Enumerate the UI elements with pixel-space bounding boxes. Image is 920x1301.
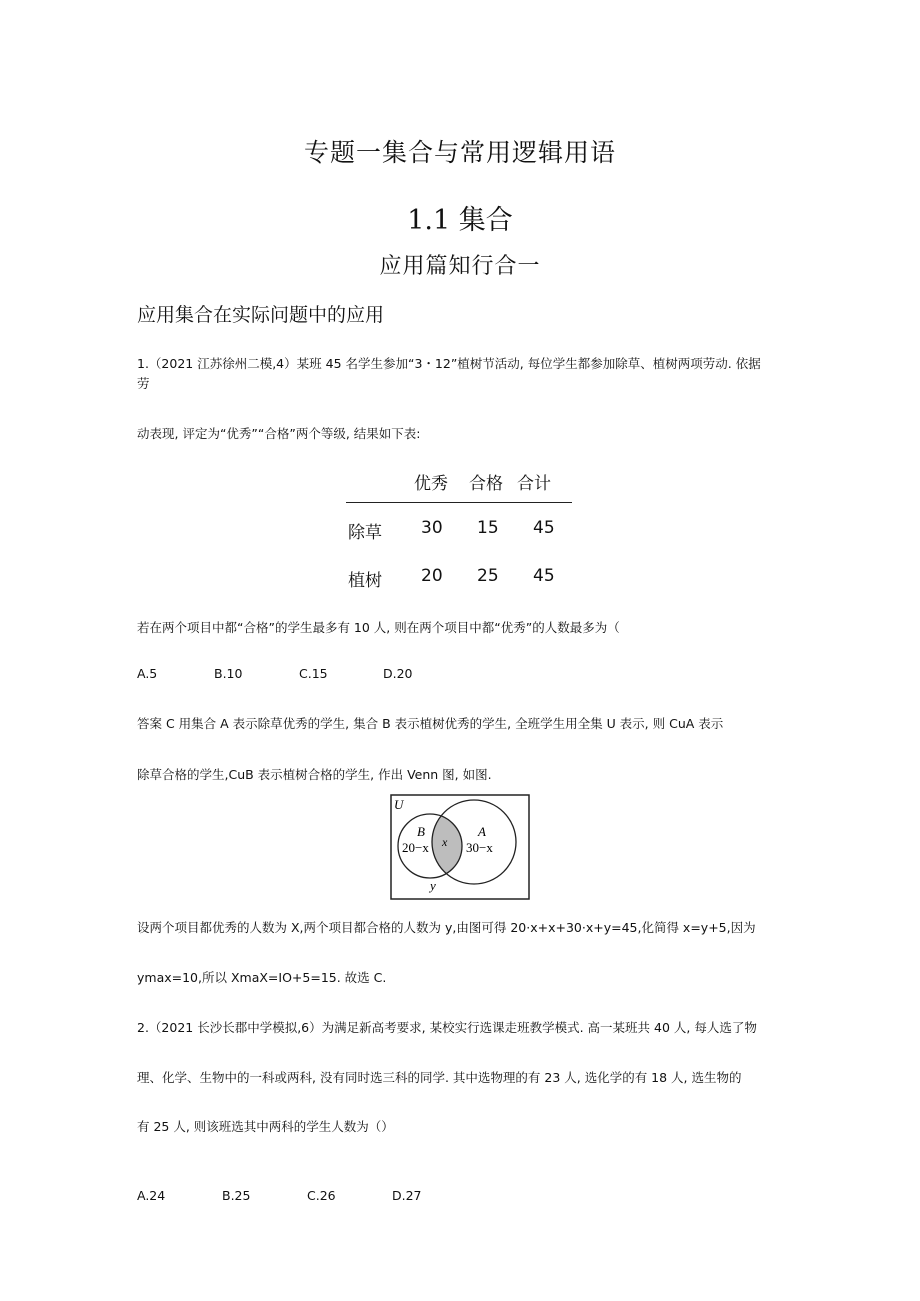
table-header-total: 合计 xyxy=(517,474,551,494)
topic-heading: 应用集合在实际问题中的应用 xyxy=(137,304,385,326)
table-cell: 45 xyxy=(533,566,555,586)
set-b-label: B xyxy=(417,824,425,839)
table-cell: 30 xyxy=(421,518,443,538)
q1-option-d: D.20 xyxy=(383,666,413,681)
q1-stem-line1: 1.（2021 江苏徐州二模,4）某班 45 名学生参加“3・12”植树节活动, 每位学生都参加除草、植树两项劳动. 依据 xyxy=(137,356,761,371)
set-a-label: A xyxy=(478,824,486,839)
q2-option-c: C.26 xyxy=(307,1188,336,1203)
q1-solution-line1: 设两个项目都优秀的人数为 X,两个项目都合格的人数为 y,由图可得 20·x+x+30·x+y=45,化简得 x=y+5,因为 xyxy=(137,920,756,935)
table-row-label: 除草 xyxy=(348,523,382,543)
outside-label: y xyxy=(430,878,436,893)
table-header-excellent: 优秀 xyxy=(414,474,448,494)
q1-answer-line2: 除草合格的学生,CuB 表示植树合格的学生, 作出 Venn 图, 如图. xyxy=(137,767,492,782)
q1-stem-line2: 劳 xyxy=(137,376,150,391)
q1-option-c: C.15 xyxy=(299,666,328,681)
intersection-label: x xyxy=(442,835,448,849)
q1-stem-line3: 动表现, 评定为“优秀”“合格”两个等级, 结果如下表: xyxy=(137,426,421,441)
table-cell: 20 xyxy=(421,566,443,586)
q2-stem-line3: 有 25 人, 则该班选其中两科的学生人数为（） xyxy=(137,1119,394,1134)
table-row-label: 植树 xyxy=(348,571,382,591)
section-heading: 应用篇知行合一 xyxy=(379,254,541,279)
table-cell: 25 xyxy=(477,566,499,586)
table-cell: 45 xyxy=(533,518,555,538)
table-header-pass: 合格 xyxy=(469,474,503,494)
q2-option-d: D.27 xyxy=(392,1188,422,1203)
q1-answer-line1: 答案 C 用集合 A 表示除草优秀的学生, 集合 B 表示植树优秀的学生, 全班学生用全集 U 表示, 则 CuA 表示 xyxy=(137,716,724,731)
q2-option-b: B.25 xyxy=(222,1188,251,1203)
universe-label: U xyxy=(394,797,404,812)
venn-diagram xyxy=(390,794,530,900)
table-cell: 15 xyxy=(477,518,499,538)
document-title: 专题一集合与常用逻辑用语 xyxy=(303,138,616,167)
q1-solution-line2: ymax=10,所以 XmaX=IO+5=15. 故选 C. xyxy=(137,970,387,985)
chapter-subtitle: 1.1 集合 xyxy=(407,205,513,236)
q1-option-a: A.5 xyxy=(137,666,158,681)
q2-stem-line1: 2.（2021 长沙长郡中学模拟,6）为满足新高考要求, 某校实行选课走班教学模式. 高一某班共 40 人, 每人选了物 xyxy=(137,1020,757,1035)
table-divider xyxy=(346,502,572,503)
set-b-expr: 20−x xyxy=(402,840,429,855)
q2-stem-line2: 理、化学、生物中的一科或两科, 没有同时选三科的同学. 其中选物理的有 23 人, 选化学的有 18 人, 选生物的 xyxy=(137,1070,742,1085)
q1-question: 若在两个项目中都“合格”的学生最多有 10 人, 则在两个项目中都“优秀”的人数最多为（ xyxy=(137,620,620,635)
set-a-expr: 30−x xyxy=(466,840,493,855)
q2-option-a: A.24 xyxy=(137,1188,166,1203)
q1-option-b: B.10 xyxy=(214,666,243,681)
